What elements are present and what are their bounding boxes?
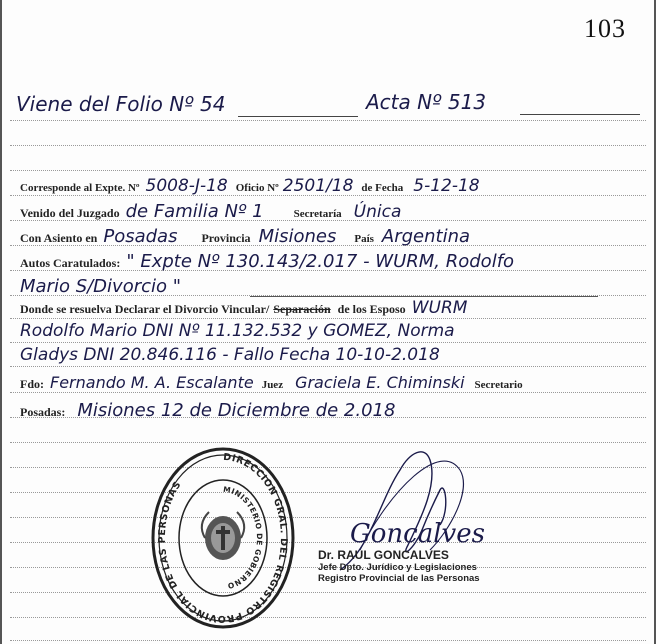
posadas-row [20,400,395,421]
official-name: Dr. RAUL GONCALVES [318,548,449,562]
official-line-2: Registro Provincial de las Personas [318,573,480,584]
ruled-line [10,145,646,146]
secretario-label: Secretario [474,379,523,391]
secretaria-value: Única [353,202,402,222]
page-number: 103 [584,14,626,43]
ruled-line [10,170,646,171]
oficio-label: Oficio Nº [235,182,279,194]
asiento-label: Con Asiento en [20,231,98,245]
viene-del-folio: Viene del Folio Nº 54 [16,92,226,116]
ruled-line [10,342,646,343]
esposos-line-2: Gladys DNI 20.846.116 - Fallo Fecha 10-10-2.018 [20,345,440,365]
secretaria-label: Secretaría [293,208,342,220]
acta-number: Acta Nº 513 [366,90,487,114]
fdo-label: Fdo: [20,377,44,391]
posadas-label: Posadas: [20,405,66,419]
posadas-value: Misiones 12 de Diciembre de 2.018 [77,400,396,421]
separacion-struck: Separación [273,302,331,316]
seal-inner-text: MINISTERIO DE GOBIERNO [222,484,265,591]
autos-row [20,251,514,272]
ruled-line [10,318,646,319]
fdo-sec-value: Graciela E. Chiminski [295,373,465,392]
provincia-label: Provincia [201,231,251,245]
official-line-1: Jefe Dpto. Jurídico y Legislaciones [318,562,477,573]
registry-seal [150,446,296,630]
venido-row [20,201,401,222]
left-border [0,0,2,644]
resuelva-suffix: de los Esposo [337,302,406,316]
esposos-line-1: Rodolfo Mario DNI Nº 11.132.532 y GOMEZ, Norma [20,321,455,341]
fecha-value: 5-12-18 [413,176,480,196]
esposo-value: WURM [411,298,468,318]
fdo-row [20,373,523,393]
folio-underline [238,116,358,117]
signature-text: Goncalves [350,519,485,549]
asiento-value: Posadas [103,226,178,247]
official-stamp [318,548,480,584]
seal-outer-text: DIRECCION GRAL. DEL REGISTRO PROVINCIAL DE LAS PERSONAS [156,451,290,625]
corresponde-row [20,176,480,196]
pais-value: Argentina [381,226,471,247]
resuelva-prefix: Donde se resuelva Declarar el Divorcio Vincular/ [20,302,270,316]
pais-label: País [354,233,374,245]
ruled-line [10,640,646,641]
fdo-value: Fernando M. A. Escalante [50,373,254,392]
expte-value: 5008-J-18 [145,176,228,196]
asiento-row [20,226,470,247]
venido-label: Venido del Juzgado [20,206,120,220]
juzgado-value: de Familia Nº 1 [125,201,264,222]
provincia-value: Misiones [258,226,337,247]
ruled-line [10,617,646,618]
autos-value-1: " Expte Nº 130.143/2.017 - WURM, Rodolfo [126,251,515,272]
fecha-label: de Fecha [361,182,404,194]
ruled-line [10,592,646,593]
oficio-value: 2501/18 [282,176,354,196]
juez-label: Juez [261,379,284,391]
corresponde-label: Corresponde al Expte. Nº [20,182,140,194]
coat-of-arms-icon [202,512,244,560]
autos-label: Autos Caratulados: [20,256,121,270]
ruled-line [10,366,646,367]
ruled-line [10,120,646,121]
acta-underline [520,114,640,115]
resuelva-row [20,298,467,318]
autos-underline [250,296,598,297]
autos-value-2: Mario S/Divorcio " [20,276,182,297]
